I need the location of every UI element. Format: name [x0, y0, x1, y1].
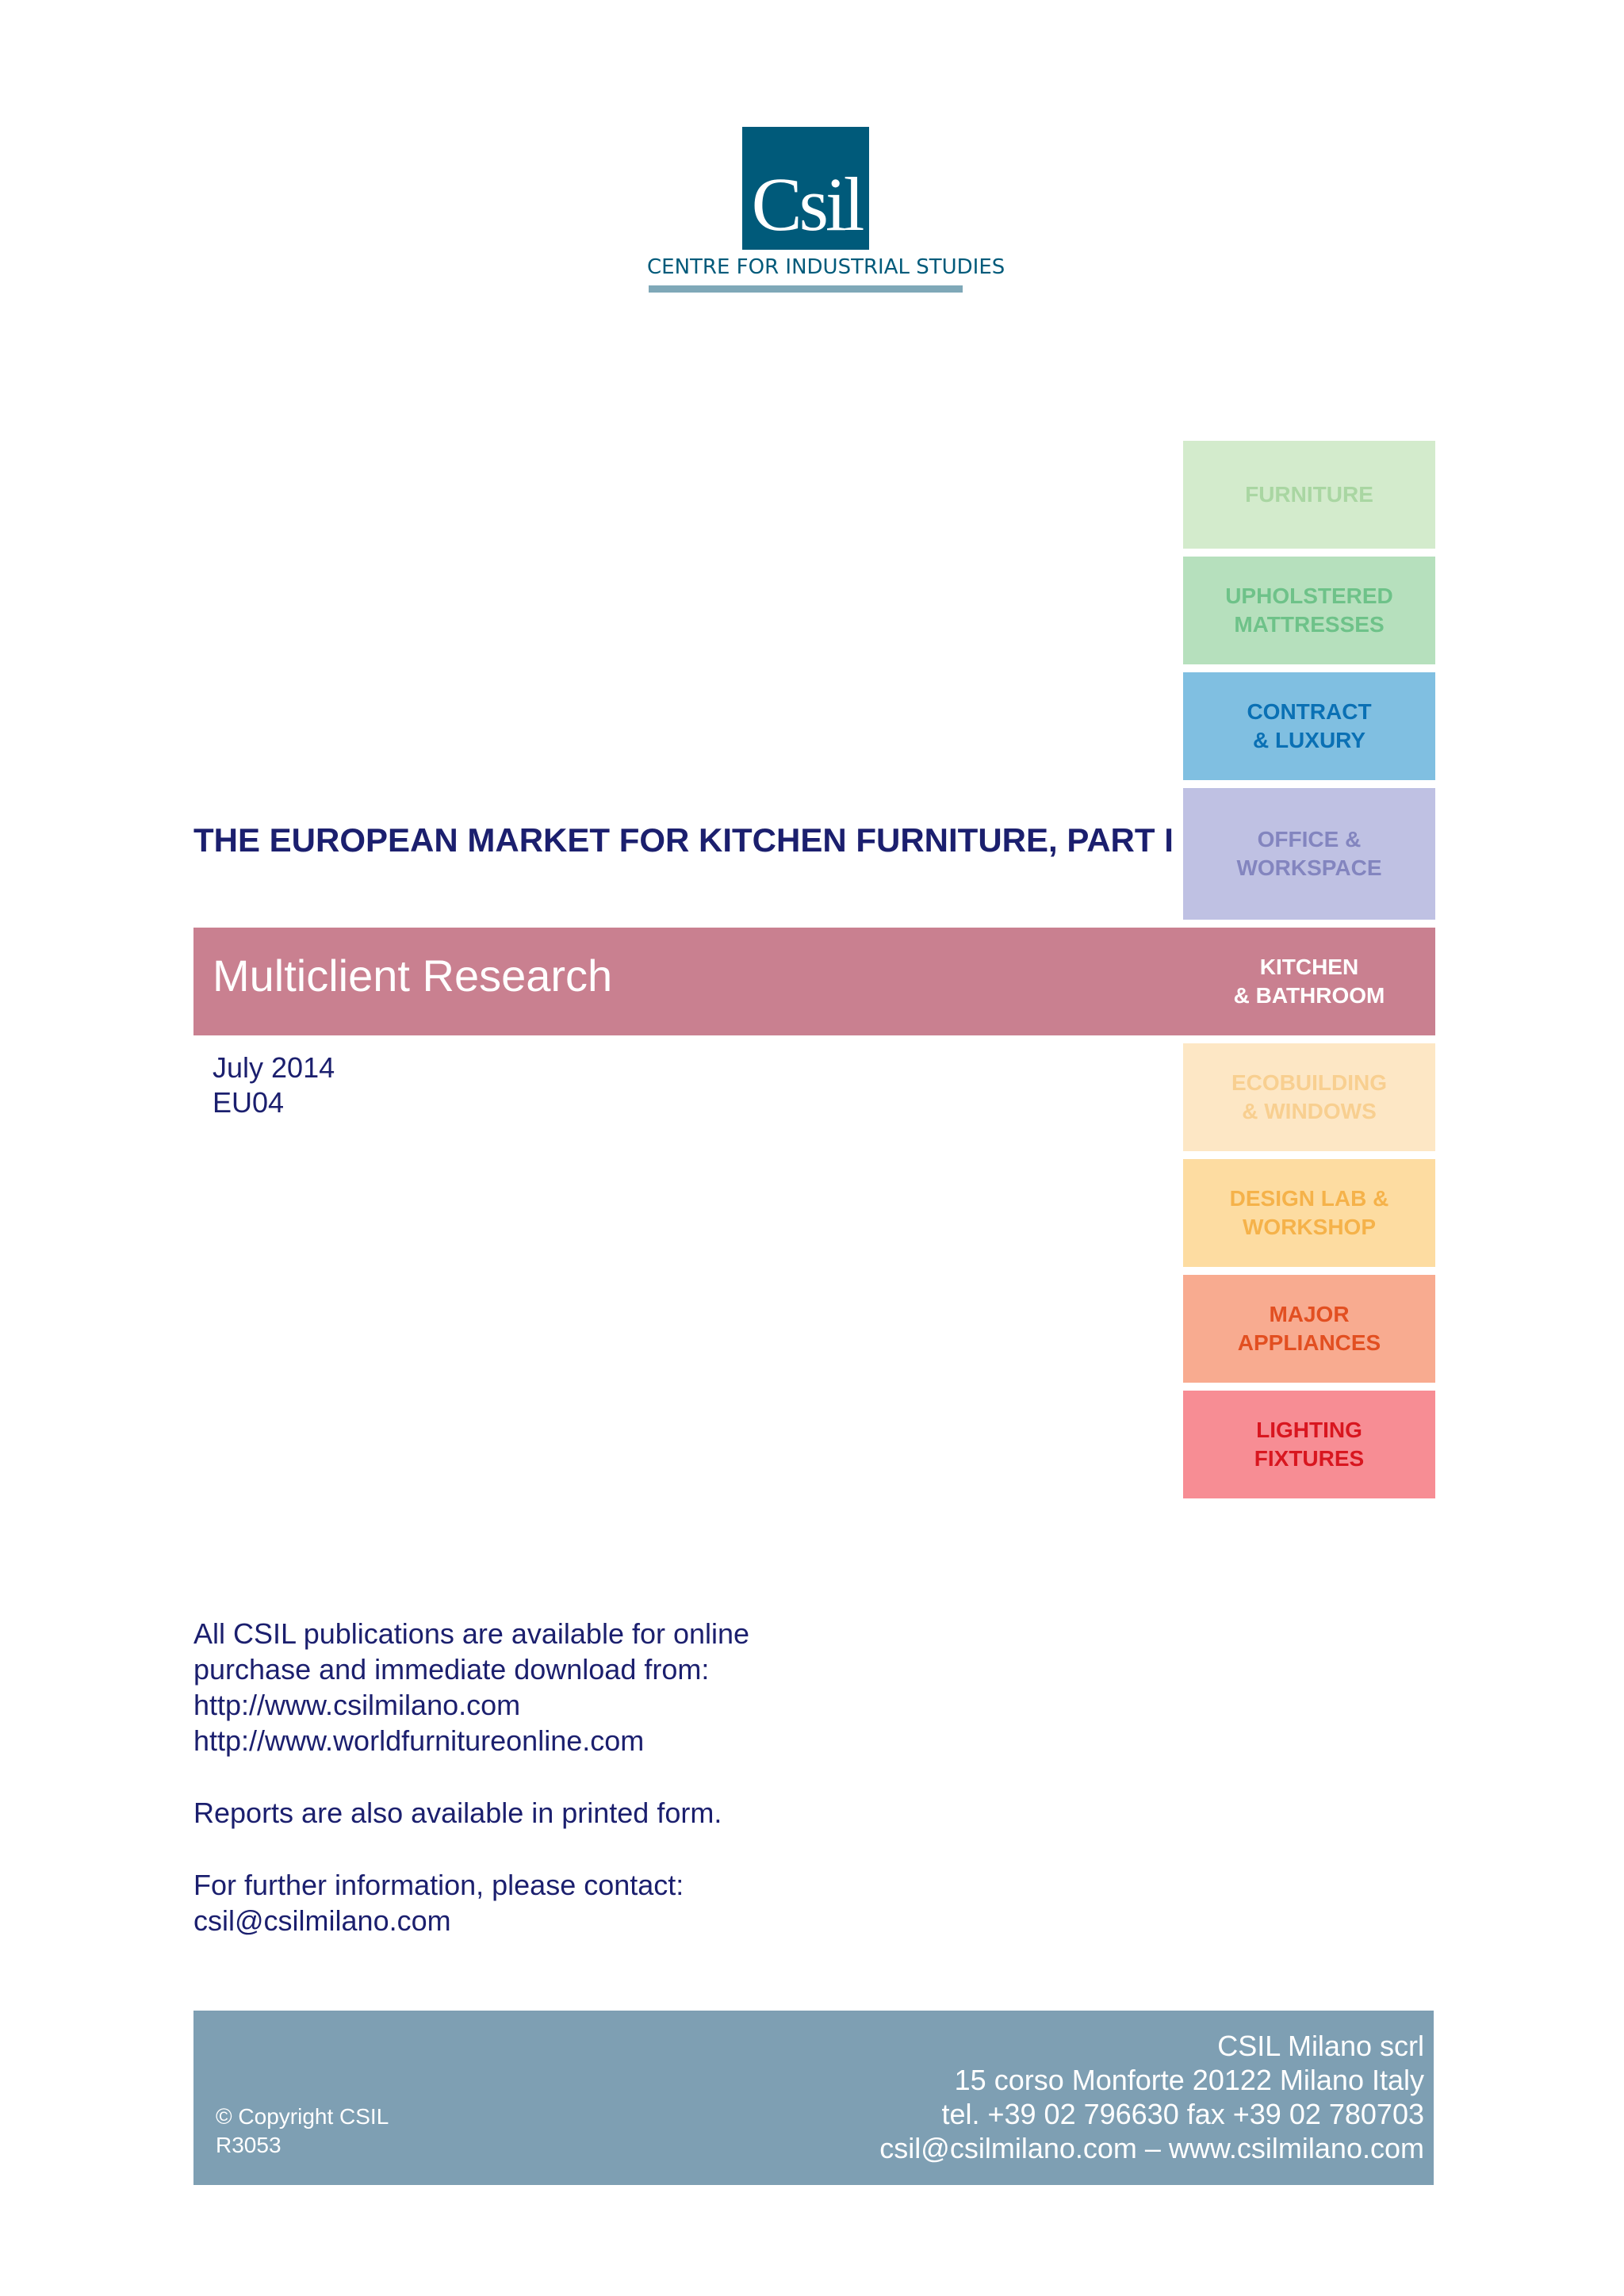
- series-label: Multiclient Research: [213, 951, 613, 1001]
- report-code: EU04: [213, 1086, 285, 1119]
- category-ecobuilding-windows: ECOBUILDING & WINDOWS: [1183, 1043, 1435, 1151]
- category-office-workspace: OFFICE & WORKSPACE: [1183, 788, 1435, 920]
- category-upholstered-mattresses: UPHOLSTERED MATTRESSES: [1183, 557, 1435, 664]
- logo-underline: [649, 285, 963, 293]
- category-major-appliances: MAJOR APPLIANCES: [1183, 1275, 1435, 1383]
- contact-email[interactable]: csil@csilmilano.com: [193, 1904, 451, 1937]
- category-lighting-fixtures: LIGHTING FIXTURES: [1183, 1391, 1435, 1498]
- link-worldfurnitureonline[interactable]: http://www.worldfurnitureonline.com: [193, 1724, 645, 1757]
- printed-note: Reports are also available in printed form.: [193, 1797, 722, 1829]
- contact-label: For further information, please contact:: [193, 1869, 684, 1901]
- company-phone: tel. +39 02 796630 fax +39 02 780703: [941, 2098, 1424, 2130]
- company-name: CSIL Milano scrl: [1217, 2030, 1424, 2062]
- report-date: July 2014: [213, 1051, 335, 1084]
- category-design-lab-workshop: DESIGN LAB & WORKSHOP: [1183, 1159, 1435, 1267]
- category-contract-luxury: CONTRACT & LUXURY: [1183, 672, 1435, 780]
- logo-subtitle: CENTRE FOR INDUSTRIAL STUDIES: [647, 255, 1005, 279]
- copyright: © Copyright CSIL: [216, 2104, 389, 2129]
- logo-wordmark: Csil: [751, 162, 862, 247]
- link-csilmilano[interactable]: http://www.csilmilano.com: [193, 1689, 521, 1721]
- report-reference: R3053: [216, 2133, 282, 2157]
- report-title: THE EUROPEAN MARKET FOR KITCHEN FURNITURE, PART I: [193, 821, 1174, 859]
- company-web[interactable]: csil@csilmilano.com – www.csilmilano.com: [879, 2132, 1424, 2164]
- category-kitchen-bathroom: KITCHEN & BATHROOM: [1183, 928, 1435, 1035]
- info-line-1: All CSIL publications are available for online: [193, 1617, 750, 1650]
- company-address: 15 corso Monforte 20122 Milano Italy: [954, 2064, 1424, 2096]
- category-furniture: FURNITURE: [1183, 441, 1435, 549]
- info-line-2: purchase and immediate download from:: [193, 1653, 710, 1686]
